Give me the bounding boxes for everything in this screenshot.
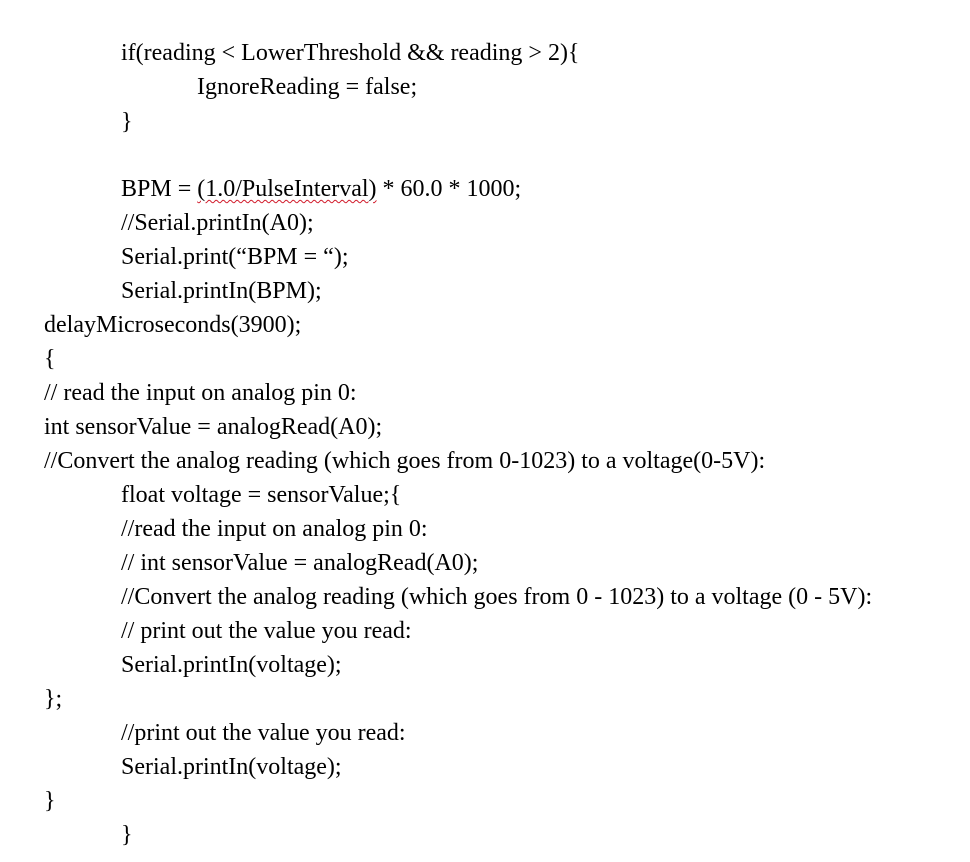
code-line-close-brace-final: } (121, 822, 133, 848)
code-line-comment-read-input-2: //read the input on analog pin 0: (121, 516, 428, 542)
code-line-comment-convert: //Convert the analog reading (which goes from 0-1023) to a voltage(0-5V): (44, 448, 766, 474)
code-line-delay: delayMicroseconds(3900); (44, 312, 302, 338)
code-line-open-brace: { (44, 346, 56, 372)
code-line-ignore-reading: IgnoreReading = false; (197, 74, 418, 100)
code-line-comment-sensor-value: // int sensorValue = analogRead(A0); (121, 550, 479, 576)
code-line-comment-print-value: // print out the value you read: (121, 618, 412, 644)
code-line-serial-println-voltage-2: Serial.printIn(voltage); (121, 754, 342, 780)
bpm-assignment: BPM = (121, 176, 198, 202)
code-line-close-brace: } (121, 109, 133, 135)
code-line-close-brace-outer: } (44, 788, 56, 814)
code-line-serial-print-bpm: Serial.print(“BPM = “); (121, 244, 349, 270)
code-line-if-threshold: if(reading < LowerThreshold && reading > 2){ (121, 40, 580, 66)
code-line-sensor-value: int sensorValue = analogRead(A0); (44, 414, 383, 440)
code-line-serial-println-a0: //Serial.printIn(A0); (121, 210, 314, 236)
spellcheck-flagged-text: (1.0/PulseInterval) (197, 176, 377, 202)
code-line-bpm (121, 174, 521, 204)
code-line-close-brace-semicolon: }; (44, 686, 63, 712)
code-line-comment-print-value-2: //print out the value you read: (121, 720, 406, 746)
bpm-multiplier: * 60.0 * 1000; (376, 176, 522, 202)
code-line-float-voltage: float voltage = sensorValue;{ (121, 482, 402, 508)
code-line-comment-read-input: // read the input on analog pin 0: (44, 380, 357, 406)
code-line-comment-convert-2: //Convert the analog reading (which goes from 0 - 1023) to a voltage (0 - 5V): (121, 584, 873, 610)
code-line-serial-println-voltage: Serial.printIn(voltage); (121, 652, 342, 678)
code-line-serial-println-bpm: Serial.printIn(BPM); (121, 278, 322, 304)
